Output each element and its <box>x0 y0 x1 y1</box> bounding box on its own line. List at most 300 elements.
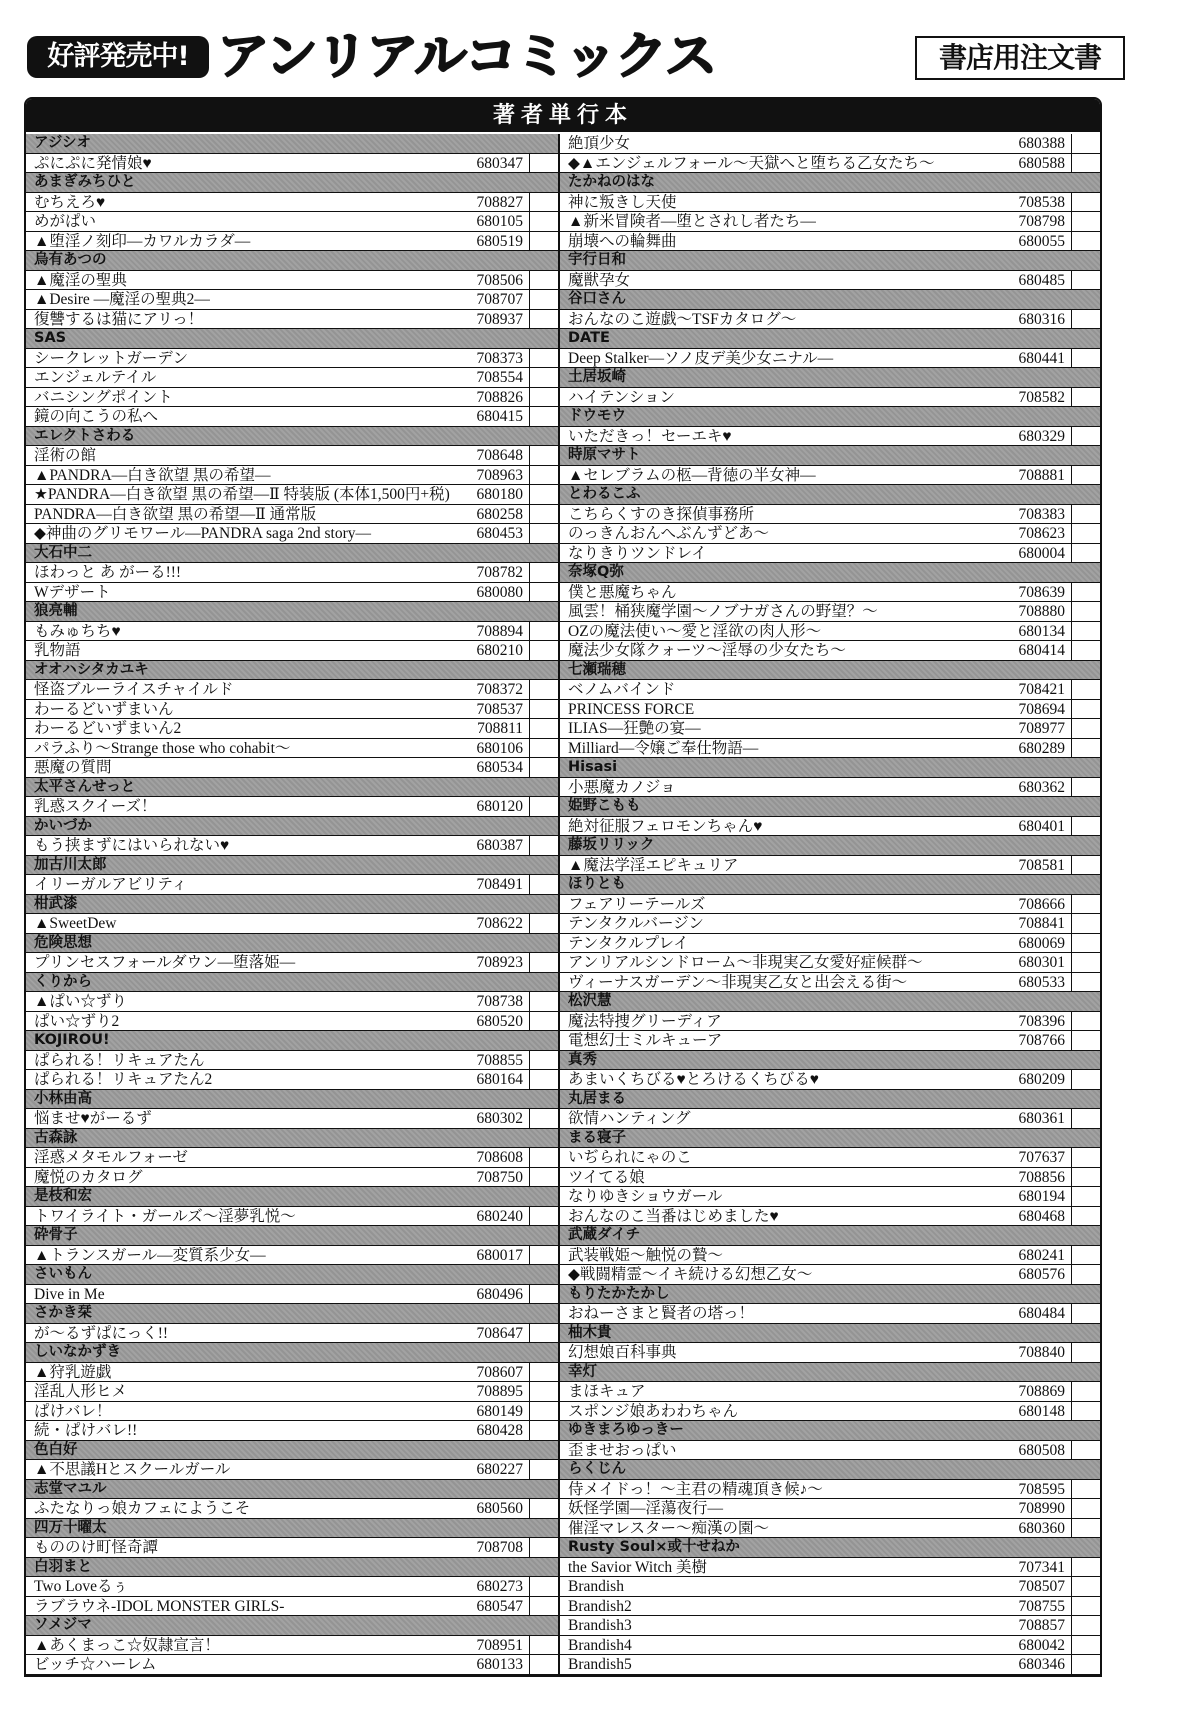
author-name-text: らくじん <box>568 1461 626 1477</box>
book-row <box>26 914 558 934</box>
product-code: 680329 <box>995 427 1072 446</box>
code-cell-empty <box>996 992 1072 1011</box>
book-title: が～るずぱにっく!! <box>34 1324 169 1342</box>
book-title-cell <box>560 505 995 524</box>
publisher-logo: アンリアルコミックス <box>217 27 716 85</box>
book-title: ▲新米冒険者—堕とされし者たち— <box>568 213 816 230</box>
book-title-cell <box>26 1421 453 1440</box>
book-title: わーるどいずまいん <box>34 700 174 718</box>
product-code: 708623 <box>995 524 1072 543</box>
order-quantity-box <box>530 1031 558 1050</box>
book-title-cell <box>26 505 453 524</box>
product-code: 680302 <box>453 1109 530 1128</box>
book-row <box>560 544 1100 564</box>
author-name-text: Rusty Soul×或十せねか <box>568 1539 740 1555</box>
product-code: 680289 <box>995 739 1072 758</box>
product-code: 708582 <box>995 388 1072 407</box>
order-quantity-box <box>1072 1538 1100 1557</box>
author-name-text: 太平さんせっと <box>34 778 136 795</box>
author-name <box>26 1226 454 1245</box>
product-code: 680415 <box>453 407 530 426</box>
book-title-cell <box>560 778 995 797</box>
book-row <box>560 817 1100 837</box>
code-cell-empty <box>454 1480 530 1499</box>
product-code: 708827 <box>453 193 530 212</box>
book-title: 鏡の向こうの私へ <box>34 408 159 425</box>
author-header-row <box>26 856 558 876</box>
book-title-cell <box>560 134 995 153</box>
book-title: テンタクルプレイ <box>568 934 689 952</box>
book-title: ぱられる！リキュアたん2 <box>34 1071 213 1088</box>
book-title-cell <box>560 349 995 368</box>
code-cell-empty <box>454 1129 530 1148</box>
product-code: 708840 <box>995 1343 1072 1362</box>
book-title-cell <box>26 154 453 173</box>
order-quantity-box <box>530 1597 558 1616</box>
left-column <box>26 134 558 1675</box>
author-name-text: 加古川太郎 <box>34 856 107 873</box>
order-quantity-box <box>530 778 558 797</box>
author-header-row <box>560 329 1100 349</box>
page-header <box>27 27 1101 85</box>
order-quantity-box <box>530 1012 558 1031</box>
order-quantity-box <box>1072 505 1100 524</box>
book-row <box>26 739 558 759</box>
product-code: 680468 <box>995 1207 1072 1226</box>
code-cell-empty <box>996 661 1072 680</box>
book-title: 神に叛きし天使 <box>568 193 677 211</box>
book-title: 続・ぱけバレ!! <box>34 1422 138 1439</box>
order-quantity-box <box>1072 563 1100 582</box>
book-row <box>26 505 558 525</box>
book-row <box>560 856 1100 876</box>
book-title-cell <box>560 1304 995 1323</box>
book-title-cell <box>560 1343 995 1362</box>
code-cell-empty <box>996 485 1072 504</box>
author-name-text: 是枝和宏 <box>34 1188 92 1204</box>
author-name <box>26 817 454 836</box>
product-code: 707637 <box>995 1148 1072 1167</box>
book-title-cell <box>26 1538 453 1557</box>
product-code: 680301 <box>995 953 1072 972</box>
book-title-cell <box>560 1031 995 1050</box>
author-name-text: 砕骨子 <box>34 1227 78 1243</box>
book-row <box>560 349 1100 369</box>
product-code: 680519 <box>453 232 530 251</box>
book-title: 電想幻士ミルキューア <box>568 1032 723 1049</box>
product-code: 708538 <box>995 193 1072 212</box>
book-title-cell <box>26 1070 453 1089</box>
book-title-cell <box>26 1382 453 1401</box>
author-name <box>560 875 996 894</box>
product-code: 680210 <box>453 641 530 660</box>
book-row <box>560 1402 1100 1422</box>
book-row <box>560 310 1100 330</box>
book-title: Deep Stalker—ソノ皮デ美少女ニナル— <box>568 349 834 367</box>
book-title-cell <box>560 1577 995 1596</box>
order-quantity-box <box>530 661 558 680</box>
author-name-text: SAS <box>34 330 67 346</box>
product-code: 680258 <box>453 505 530 524</box>
book-row <box>560 1109 1100 1129</box>
book-row <box>560 193 1100 213</box>
order-quantity-box <box>530 251 558 270</box>
author-name <box>560 407 996 426</box>
book-row <box>560 622 1100 642</box>
order-quantity-box <box>1072 817 1100 836</box>
book-title-cell <box>560 212 995 231</box>
author-name-text: 烏有あつの <box>34 252 107 268</box>
author-header-row <box>560 446 1100 466</box>
author-name-text: 小林由高 <box>34 1090 92 1107</box>
product-code: 680588 <box>995 154 1072 173</box>
author-header-row <box>26 173 558 193</box>
book-title: 妖怪学園—淫蕩夜行— <box>568 1500 724 1517</box>
product-code: 680347 <box>453 154 530 173</box>
author-header-row <box>26 1031 558 1051</box>
author-header-row <box>26 1441 558 1461</box>
order-quantity-box <box>530 1538 558 1557</box>
book-row <box>560 641 1100 661</box>
order-quantity-box <box>530 797 558 816</box>
code-cell-empty <box>996 1460 1072 1479</box>
product-code: 708694 <box>995 700 1072 719</box>
book-row <box>26 466 558 486</box>
book-row <box>560 388 1100 408</box>
book-title-cell <box>26 1636 453 1655</box>
book-title: フェアリーテールズ <box>568 895 706 913</box>
book-title-cell <box>26 446 453 465</box>
order-quantity-box <box>1072 1558 1100 1577</box>
book-row <box>26 1148 558 1168</box>
book-row <box>560 934 1100 954</box>
book-title: 武装戦姫～触悦の贄～ <box>568 1246 724 1264</box>
book-title: ▲魔淫の聖典 <box>34 271 127 289</box>
book-title: 淫惑メタモルフォーゼ <box>34 1149 188 1166</box>
book-title-cell <box>560 154 995 173</box>
code-cell-empty <box>454 602 530 621</box>
product-code: 680055 <box>995 232 1072 251</box>
author-name <box>26 973 454 992</box>
book-title: アンリアルシンドローム～非現実乙女愛好症候群～ <box>568 954 923 971</box>
order-quantity-box <box>1072 1363 1100 1382</box>
author-name <box>26 895 454 914</box>
order-quantity-box <box>530 1441 558 1460</box>
book-row <box>26 1324 558 1344</box>
book-title-cell <box>26 563 453 582</box>
author-name <box>560 1324 996 1343</box>
order-quantity-box <box>530 1363 558 1382</box>
book-title: ビッチ☆ハーレム <box>34 1656 157 1673</box>
book-title-cell <box>560 466 995 485</box>
book-title: トワイライト・ガールズ～淫夢乳悦～ <box>34 1207 296 1225</box>
author-name <box>26 544 454 563</box>
author-name-text: 七瀬瑞穂 <box>568 661 626 678</box>
product-code: 680316 <box>995 310 1072 329</box>
author-name-text: くりから <box>34 973 92 990</box>
author-header-row <box>26 973 558 993</box>
book-row <box>560 427 1100 447</box>
order-quantity-box <box>1072 973 1100 992</box>
order-quantity-box <box>1072 1012 1100 1031</box>
author-name <box>560 992 996 1011</box>
book-title-cell <box>560 641 995 660</box>
book-title-cell <box>560 524 995 543</box>
book-row <box>560 1441 1100 1461</box>
order-quantity-box <box>530 934 558 953</box>
author-header-row <box>26 817 558 837</box>
product-code: 708855 <box>453 1051 530 1070</box>
book-title-cell <box>560 388 995 407</box>
product-code: 680388 <box>995 134 1072 153</box>
book-title-cell <box>560 1655 995 1674</box>
author-header-row <box>560 1324 1100 1344</box>
product-code: 708738 <box>453 992 530 1011</box>
book-row <box>560 1187 1100 1207</box>
author-header-row <box>560 758 1100 778</box>
book-title: おねーさまと賢者の塔っ！ <box>568 1305 755 1322</box>
product-code: 680484 <box>995 1304 1072 1323</box>
book-row <box>26 271 558 291</box>
book-title-cell <box>560 934 995 953</box>
order-quantity-box <box>1072 758 1100 777</box>
code-cell-empty <box>996 1051 1072 1070</box>
product-code: 680485 <box>995 271 1072 290</box>
order-quantity-box <box>530 1265 558 1284</box>
code-cell-empty <box>454 1558 530 1577</box>
book-title: むちえろ♥ <box>34 193 106 211</box>
order-quantity-box <box>530 700 558 719</box>
author-name <box>26 1616 454 1635</box>
author-name <box>26 173 454 192</box>
book-title-cell <box>26 914 453 933</box>
book-row <box>26 700 558 720</box>
book-title-cell <box>26 349 453 368</box>
code-cell-empty <box>454 856 530 875</box>
author-name <box>560 758 996 777</box>
order-quantity-box <box>530 1655 558 1674</box>
table-title: 著者単行本 <box>26 99 1100 132</box>
order-quantity-box <box>530 329 558 348</box>
order-quantity-box <box>530 992 558 1011</box>
book-title: Brandish2 <box>568 1597 632 1615</box>
book-title-cell <box>560 1246 995 1265</box>
author-name <box>26 1441 454 1460</box>
order-quantity-box <box>530 1577 558 1596</box>
book-title: ぱけバレ！ <box>34 1402 112 1420</box>
order-quantity-box <box>1072 1109 1100 1128</box>
author-name <box>560 446 996 465</box>
book-title: PRINCESS FORCE <box>568 700 695 718</box>
book-title-cell <box>560 232 995 251</box>
book-title: 催淫マレスター～痴漢の園～ <box>568 1519 770 1537</box>
code-cell-empty <box>996 1421 1072 1440</box>
code-cell-empty <box>996 407 1072 426</box>
product-code: 680194 <box>995 1187 1072 1206</box>
book-title-cell <box>560 1265 995 1284</box>
author-name-text: しいなかずき <box>34 1344 121 1360</box>
product-code: 708755 <box>995 1597 1072 1616</box>
order-quantity-box <box>1072 1168 1100 1187</box>
product-code: 680120 <box>453 797 530 816</box>
product-code: 680134 <box>995 622 1072 641</box>
book-title-cell <box>26 193 453 212</box>
book-row <box>26 758 558 778</box>
product-code: 708607 <box>453 1363 530 1382</box>
author-name-text: オオハシタカユキ <box>34 661 149 678</box>
product-code: 680387 <box>453 836 530 855</box>
order-quantity-box <box>530 1519 558 1538</box>
book-title-cell <box>26 212 453 231</box>
product-code: 708608 <box>453 1148 530 1167</box>
author-name <box>26 1343 454 1362</box>
book-title-cell <box>26 700 453 719</box>
product-code: 680414 <box>995 641 1072 660</box>
book-title-cell <box>560 1109 995 1128</box>
order-quantity-box <box>530 856 558 875</box>
book-row <box>26 797 558 817</box>
book-title: Brandish3 <box>568 1617 632 1634</box>
book-row <box>26 232 558 252</box>
book-row <box>26 622 558 642</box>
order-quantity-box <box>1072 368 1100 387</box>
author-name-text: 土居坂崎 <box>568 369 626 385</box>
author-name <box>560 290 996 309</box>
author-name <box>26 1129 454 1148</box>
order-quantity-box <box>530 505 558 524</box>
order-quantity-box <box>530 1460 558 1479</box>
book-title: ぱられる！リキュアたん <box>34 1051 205 1069</box>
book-row <box>560 232 1100 252</box>
code-cell-empty <box>996 563 1072 582</box>
book-title: 悪魔の質問 <box>34 759 112 776</box>
book-title-cell <box>560 1558 995 1577</box>
product-code: 708491 <box>453 875 530 894</box>
order-quantity-box <box>530 914 558 933</box>
author-header-row <box>560 875 1100 895</box>
book-row <box>26 368 558 388</box>
product-code: 708554 <box>453 368 530 387</box>
book-title: ベノムバインド <box>568 681 676 698</box>
author-name <box>560 1090 996 1109</box>
product-code: 708537 <box>453 700 530 719</box>
book-title: もののけ町怪奇譚 <box>34 1539 159 1556</box>
book-title: ▲Desire —魔淫の聖典2— <box>34 291 210 308</box>
book-row <box>560 1577 1100 1597</box>
order-quantity-box <box>1072 1441 1100 1460</box>
book-title: OZの魔法使い～愛と淫欲の肉人形～ <box>568 622 822 640</box>
order-quantity-box <box>1072 193 1100 212</box>
product-code: 680106 <box>453 739 530 758</box>
order-quantity-box <box>530 1558 558 1577</box>
product-code: 708811 <box>453 719 530 738</box>
book-title-cell <box>26 524 453 543</box>
book-row <box>26 407 558 427</box>
book-title: ヴィーナスガーデン～非現実乙女と出会える街～ <box>568 973 908 991</box>
book-title: エンジェルテイル <box>34 369 157 386</box>
book-title-cell <box>560 914 995 933</box>
right-column <box>560 134 1100 1675</box>
product-code: 680496 <box>453 1285 530 1304</box>
book-row <box>26 1168 558 1188</box>
code-cell-empty <box>454 1187 530 1206</box>
author-header-row <box>26 1519 558 1539</box>
book-title: 侍メイドっ！～主君の精魂頂き候♪～ <box>568 1480 823 1498</box>
product-code: 680360 <box>995 1519 1072 1538</box>
author-name-text: 柚木貴 <box>568 1324 612 1341</box>
order-quantity-box <box>1072 154 1100 173</box>
order-quantity-box <box>530 466 558 485</box>
book-row <box>26 1051 558 1071</box>
order-quantity-box <box>1072 1304 1100 1323</box>
author-name <box>560 251 996 270</box>
book-row <box>26 154 558 174</box>
book-title: 復讐するは猫にアリっ！ <box>34 310 204 328</box>
code-cell-empty <box>454 661 530 680</box>
order-quantity-box <box>1072 212 1100 231</box>
author-header-row <box>560 1460 1100 1480</box>
order-quantity-box <box>1072 1636 1100 1655</box>
book-title-cell <box>560 544 995 563</box>
book-title-cell <box>26 719 453 738</box>
book-title-cell <box>26 271 453 290</box>
product-code: 708826 <box>453 388 530 407</box>
book-title: ★PANDRA—白き欲望 黒の希望—Ⅱ 特装版 (本体1,500円+税) <box>34 486 450 503</box>
order-quantity-box <box>1072 524 1100 543</box>
author-name-text: ソメジマ <box>34 1617 92 1633</box>
book-row <box>26 310 558 330</box>
book-title: 淫術の館 <box>34 447 97 464</box>
author-name <box>26 778 454 797</box>
book-row <box>560 739 1100 759</box>
order-quantity-box <box>1072 544 1100 563</box>
book-title-cell <box>560 1382 995 1401</box>
book-title-cell <box>26 1285 453 1304</box>
book-row <box>560 1304 1100 1324</box>
book-title: Two Loveるぅ <box>34 1578 129 1595</box>
book-title: ILIAS—狂艶の宴— <box>568 720 701 737</box>
book-title: のっきんおんへぶんずどあ～ <box>568 525 770 542</box>
order-quantity-box <box>530 427 558 446</box>
author-name <box>560 368 996 387</box>
book-title-cell <box>26 739 453 758</box>
book-title: 魔悦のカタログ <box>34 1168 143 1186</box>
author-name <box>26 934 454 953</box>
book-title: 怪盗ブルーライスチャイルド <box>34 681 234 698</box>
order-quantity-box <box>530 1616 558 1635</box>
product-code: 680508 <box>995 1441 1072 1460</box>
book-row <box>560 134 1100 154</box>
book-row <box>560 466 1100 486</box>
order-quantity-box <box>1072 251 1100 270</box>
book-title-cell <box>26 1051 453 1070</box>
author-header-row <box>560 1285 1100 1305</box>
book-title-cell <box>26 232 453 251</box>
book-title-cell <box>26 1148 453 1167</box>
book-row <box>26 563 558 583</box>
book-row <box>560 1343 1100 1363</box>
product-code: 708373 <box>453 349 530 368</box>
author-name-text: 柑武漆 <box>34 895 78 912</box>
code-cell-empty <box>454 895 530 914</box>
author-name <box>26 1480 454 1499</box>
order-quantity-box <box>1072 271 1100 290</box>
order-quantity-box <box>1072 1246 1100 1265</box>
product-code: 708622 <box>453 914 530 933</box>
book-row <box>26 1207 558 1227</box>
product-code: 708857 <box>995 1616 1072 1635</box>
book-title: プリンセスフォールダウン—堕落姫— <box>34 954 296 971</box>
